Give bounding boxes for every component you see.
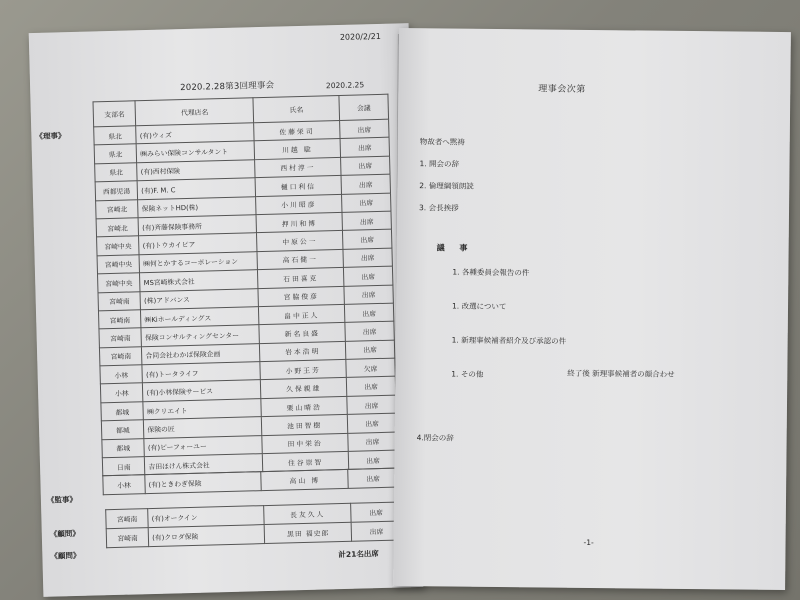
roster-attendance: 出席 xyxy=(348,432,397,452)
roster-name: 西村淳一 xyxy=(255,157,341,178)
agenda-title: 理事会次第 xyxy=(538,84,586,95)
roster-branch: 小林 xyxy=(100,365,143,384)
roster-branch: 宮崎南 xyxy=(99,346,142,365)
advisor-name: 長友久人 xyxy=(264,503,352,524)
page-number: -1- xyxy=(583,537,594,548)
roster-name: 田中栄治 xyxy=(262,433,348,454)
agenda-item: 1. 新理事候補者紹介及び承認の件 xyxy=(451,335,567,346)
directors-table xyxy=(92,94,398,477)
advisor-branch: 宮崎南 xyxy=(106,509,149,529)
roster-name: 栗山晴浩 xyxy=(261,396,347,417)
agenda-heading: 議 事 xyxy=(436,243,474,253)
roster-name: 高石健一 xyxy=(257,249,343,270)
roster-agency: 吉田ほけん株式会社 xyxy=(145,454,263,475)
roster-agency: (有)ピーフォーユー xyxy=(144,435,262,456)
roster-agency: 合同会社わかば保険企画 xyxy=(142,343,260,364)
roster-agency: (株)アドバンス xyxy=(140,288,258,309)
agenda-item: 1. 改選について xyxy=(451,301,507,312)
closing-item: 4.閉会の辞 xyxy=(416,433,454,443)
advisor-attendance: 出席 xyxy=(351,521,401,541)
advisor-branch: 宮崎南 xyxy=(106,528,149,548)
roster-branch: 県北 xyxy=(94,126,137,145)
roster-agency: (有)F. M. C xyxy=(137,178,255,199)
opening-item: 3. 会長挨拶 xyxy=(419,203,459,213)
meeting-title: 2020.2.28第3回理事会 xyxy=(180,80,275,94)
roster-agency: (有)トータライフ xyxy=(142,362,260,383)
roster-branch: 宮崎南 xyxy=(98,310,141,329)
roster-branch: 宮崎中央 xyxy=(97,236,140,255)
attendance-roster-page xyxy=(29,23,424,597)
roster-attendance: 出席 xyxy=(341,156,390,176)
roster-agency: 保険の匠 xyxy=(144,417,262,438)
header-branch: 支部名 xyxy=(93,101,136,127)
roster-agency: (有)小林保険サービス xyxy=(143,380,261,401)
roster-name: 久保親雄 xyxy=(261,378,347,399)
roster-attendance: 出席 xyxy=(345,340,394,360)
header-name: 氏名 xyxy=(253,95,339,122)
auditor-section-label: 《監事》 xyxy=(46,494,78,505)
document-date: 2020.2.25 xyxy=(325,80,365,91)
roster-agency: ㈱みらい保険コンサルタント xyxy=(137,141,255,162)
roster-branch: 宮崎北 xyxy=(96,199,139,218)
roster-name: 石田喜克 xyxy=(258,268,344,289)
roster-attendance: 出席 xyxy=(347,413,396,433)
roster-branch: 宮崎中央 xyxy=(98,273,141,292)
roster-name: 中原公一 xyxy=(257,231,343,252)
roster-attendance: 出席 xyxy=(343,266,392,286)
print-date: 2020/2/21 xyxy=(339,31,382,42)
roster-branch: 宮崎北 xyxy=(96,218,139,237)
roster-attendance: 出席 xyxy=(347,395,396,415)
roster-attendance: 出席 xyxy=(348,450,397,470)
roster-attendance: 出席 xyxy=(342,229,391,249)
auditor-name: 高山 博 xyxy=(261,469,348,490)
agenda-item: 1. その他 xyxy=(451,369,484,379)
roster-agency: ㈱Kiホールディングス xyxy=(141,307,259,328)
roster-agency: (有)ウィズ xyxy=(136,123,254,144)
header-attendance: 会議 xyxy=(339,94,389,120)
roster-branch: 県北 xyxy=(94,144,137,163)
advisor-agency: (有)オークイン xyxy=(148,506,264,528)
opening-item: 物故者へ黙祷 xyxy=(419,137,465,147)
roster-branch: 西都児湯 xyxy=(95,181,138,200)
auditor-attendance: 出席 xyxy=(348,468,398,488)
roster-name: 宮脇俊彦 xyxy=(258,286,344,307)
roster-branch: 都城 xyxy=(101,420,144,439)
advisor-agency: (有)クロダ保険 xyxy=(148,525,264,547)
roster-attendance: 出席 xyxy=(342,193,391,213)
attendance-total: 計21名出席 xyxy=(338,549,379,560)
roster-attendance: 出席 xyxy=(340,119,389,139)
roster-name: 新名良盛 xyxy=(259,323,345,344)
header-agency: 代理店名 xyxy=(135,98,253,126)
roster-name: 畠中正人 xyxy=(259,304,345,325)
directors-section-label: 《理事》 xyxy=(35,131,66,141)
agenda-note: 終了後 新理事候補者の顔合わせ xyxy=(567,368,675,379)
opening-item: 2. 倫理綱領朗読 xyxy=(419,181,474,191)
roster-name: 住谷崇智 xyxy=(262,451,348,472)
roster-agency: (有)トウカイピア xyxy=(139,233,257,254)
roster-agency: MS宮崎株式会社 xyxy=(140,270,258,291)
roster-attendance: 出席 xyxy=(340,138,389,158)
roster-attendance: 欠席 xyxy=(346,358,395,378)
roster-attendance: 出席 xyxy=(346,377,395,397)
roster-attendance: 出席 xyxy=(341,174,390,194)
auditor-branch: 小林 xyxy=(103,475,146,495)
roster-branch: 小林 xyxy=(100,383,143,402)
auditor-agency: (有)ときわぎ保険 xyxy=(145,472,262,494)
roster-branch: 県北 xyxy=(95,163,138,182)
advisor-section-label: 《顧問》 xyxy=(50,550,81,561)
opening-item: 1. 開会の辞 xyxy=(419,159,460,169)
agenda-page xyxy=(393,28,791,590)
roster-branch: 宮崎中央 xyxy=(97,254,140,273)
roster-attendance: 出席 xyxy=(344,303,393,323)
roster-attendance: 出席 xyxy=(343,248,392,268)
roster-attendance: 出席 xyxy=(342,211,391,231)
advisor-attendance: 出席 xyxy=(351,502,401,522)
roster-name: 樋口利信 xyxy=(255,176,341,197)
roster-branch: 都城 xyxy=(102,438,145,457)
roster-name: 岩本浩明 xyxy=(260,341,346,362)
roster-agency: ㈱何とかするコーポレーション xyxy=(139,251,257,272)
roster-name: 小野王芳 xyxy=(260,359,346,380)
roster-branch: 日南 xyxy=(102,457,145,476)
roster-attendance: 出席 xyxy=(345,321,394,341)
roster-name: 押川和博 xyxy=(256,212,342,233)
roster-branch: 宮崎南 xyxy=(99,328,142,347)
roster-agency: ㈱クリエイト xyxy=(143,398,261,419)
roster-agency: 保険コンサルティングセンター xyxy=(141,325,259,346)
roster-name: 川越 聡 xyxy=(254,139,340,160)
roster-agency: 保険ネットHD(株) xyxy=(138,196,256,217)
roster-name: 池田智樹 xyxy=(262,415,348,436)
roster-branch: 都城 xyxy=(101,402,144,421)
roster-attendance: 出席 xyxy=(344,285,393,305)
agenda-item: 1. 各種委員会報告の件 xyxy=(452,267,530,278)
roster-name: 小川昭彦 xyxy=(256,194,342,215)
advisors-table xyxy=(105,501,402,548)
roster-agency: (有)西村保険 xyxy=(137,159,255,180)
roster-agency: (有)斉藤保険事務所 xyxy=(138,215,256,236)
advisor-section-label: 《顧問》 xyxy=(49,528,80,539)
advisor-name: 黒田 福史郎 xyxy=(264,522,352,543)
roster-name: 佐藤栄司 xyxy=(254,120,340,141)
roster-branch: 宮崎南 xyxy=(98,291,141,310)
